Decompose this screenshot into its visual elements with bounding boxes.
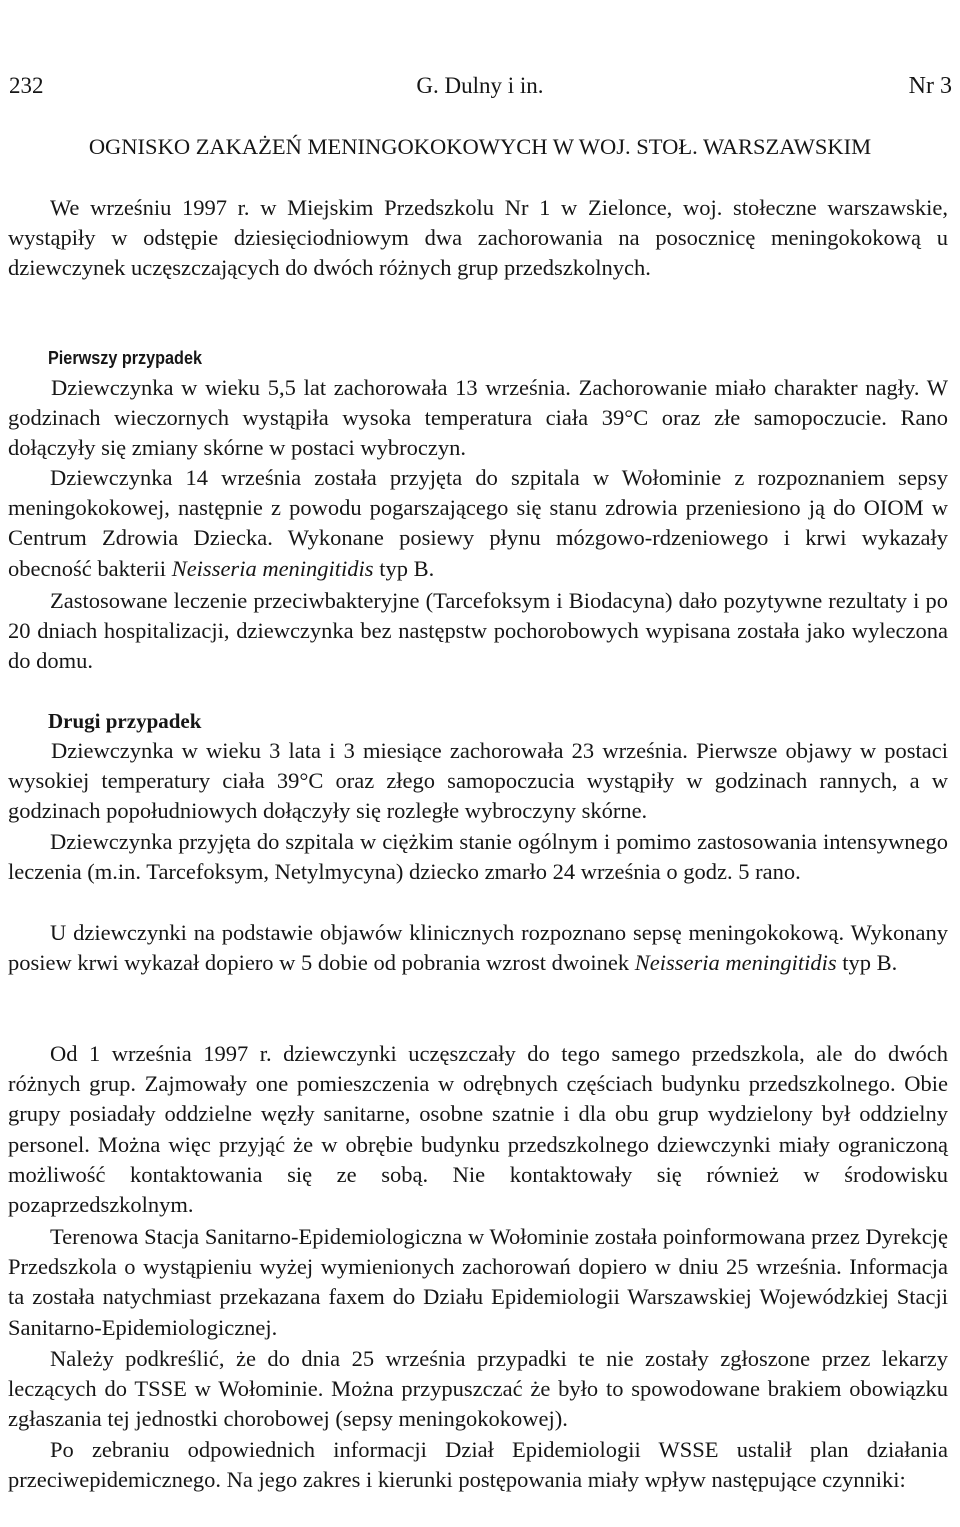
case1-p2-tail: typ B.: [373, 555, 435, 581]
intro-paragraph: We wrześniu 1997 r. w Miejskim Przedszkolu Nr 1 w Zielonce, woj. stołeczne warszawskie, wystąpiły w odstępie dziesięciodniowym dwa zachorowania na posocznicę meningokokową u dziewczynek uczęszczających do dwóch różnych grup przedszkolnych.: [8, 195, 948, 281]
case1-paragraph-1: Dziewczynka w wieku 5,5 lat zachorowała 13 września. Zachorowanie miało charakter nagły. W godzinach wieczornych wystąpiła wysoka temperatura ciała 39°C oraz złe samopoczucie. Rano dołączyły się zmiany skórne w postaci wybroczyn.: [8, 375, 948, 461]
case1-paragraph-3: Zastosowane leczenie przeciwbakteryjne (Tarcefoksym i Biodacyna) dało pozytywne rezultaty i po 20 dniach hospitalizacji, dziewczynka bez następstw pochorobowych wypisana została jako wyleczona do domu.: [8, 588, 948, 674]
discussion-paragraph-1: Od 1 września 1997 r. dziewczynki uczęszczały do tego samego przedszkola, ale do dwóch różnych grup. Zajmowały one pomieszczenia w odrębnych częściach budynku przedszkolnego. Obie grupy posiadały oddzielne węzły sanitarne, osobne szatnie i dla obu grup wydzielony był oddzielny personel. Można więc przyjąć że w obrębie budynku przedszkolnego dziewczynki miały ograniczoną możliwość kontaktowania się ze sobą. Nie kontaktowały się również w środowisku pozaprzedszkolnym.: [8, 1041, 948, 1218]
issue-number: Nr 3: [908, 73, 952, 99]
case2-paragraph-3: [8, 918, 948, 978]
case2-p3-tail: typ B.: [836, 950, 898, 976]
case2-species-name: Neisseria meningitidis: [634, 950, 837, 976]
case1-p2-text: Dziewczynka 14 września została przyjęta do szpitala w Wołominie z rozpoznaniem sepsy meningokokowej, następnie z powodu pogarszającego się stanu zdrowia przeniesiono ją do OIOM w Centrum Zdrowia Dziecka. Wykonane posiewy płynu mózgowo-rdzeniowego i krwi wykazały obecność bakterii: [8, 465, 948, 581]
case2-paragraph-2: Dziewczynka przyjęta do szpitala w ciężkim stanie ogólnym i pomimo zastosowania intensywnego leczenia (m.in. Tarcefoksym, Netylmycyna) dziecko zmarło 24 września o godz. 5 rano.: [8, 829, 948, 885]
discussion-paragraph-2: Terenowa Stacja Sanitarno-Epidemiologiczna w Wołominie została poinformowana przez Dyrekcję Przedszkola o wystąpieniu wyżej wymienionych zachorowań dopiero w dniu 25 września. Informacja ta została natychmiast przekazana faxem do Działu Epidemiologii Warszawskiej Wojewódzkiej Stacji Sanitarno-Epidemiologicznej.: [8, 1224, 948, 1340]
case1-heading: Pierwszy przypadek: [48, 348, 202, 368]
article-title: OGNISKO ZAKAŻEŃ MENINGOKOKOWYCH W WOJ. STOŁ. WARSZAWSKIM: [88, 134, 872, 159]
page-number: 232: [9, 73, 44, 98]
case2-paragraph-1: Dziewczynka w wieku 3 lata i 3 miesiące zachorowała 23 września. Pierwsze objawy w postaci wysokiej temperatury ciała 39°C oraz złego samopoczucia wystąpiły w godzinach rannych, a w godzinach popołudniowych dołączyły się rozległe wybroczyny skórne.: [8, 738, 948, 824]
running-header-authors: G. Dulny i in.: [416, 73, 544, 98]
case1-paragraph-2: [8, 463, 948, 584]
case2-p3-text: U dziewczynki na podstawie objawów klinicznych rozpoznano sepsę meningokokową. Wykonany posiew krwi wykazał dopiero w 5 dobie od pobrania wzrost dwoinek: [8, 920, 948, 976]
case1-species-name: Neisseria meningitidis: [171, 555, 374, 581]
discussion-paragraph-4: Po zebraniu odpowiednich informacji Dział Epidemiologii WSSE ustalił plan działania przeciwepidemicznego. Na jego zakres i kierunki postępowania miały wpływ następujące czynniki:: [8, 1437, 948, 1493]
case2-heading: Drugi przypadek: [48, 709, 202, 733]
discussion-paragraph-3: Należy podkreślić, że do dnia 25 września przypadki te nie zostały zgłoszone przez lekarzy leczących do TSSE w Wołominie. Można przypuszczać że było to spowodowane brakiem obowiązku zgłaszania tej jednostki chorobowej (sepsy meningokokowej).: [8, 1346, 948, 1432]
